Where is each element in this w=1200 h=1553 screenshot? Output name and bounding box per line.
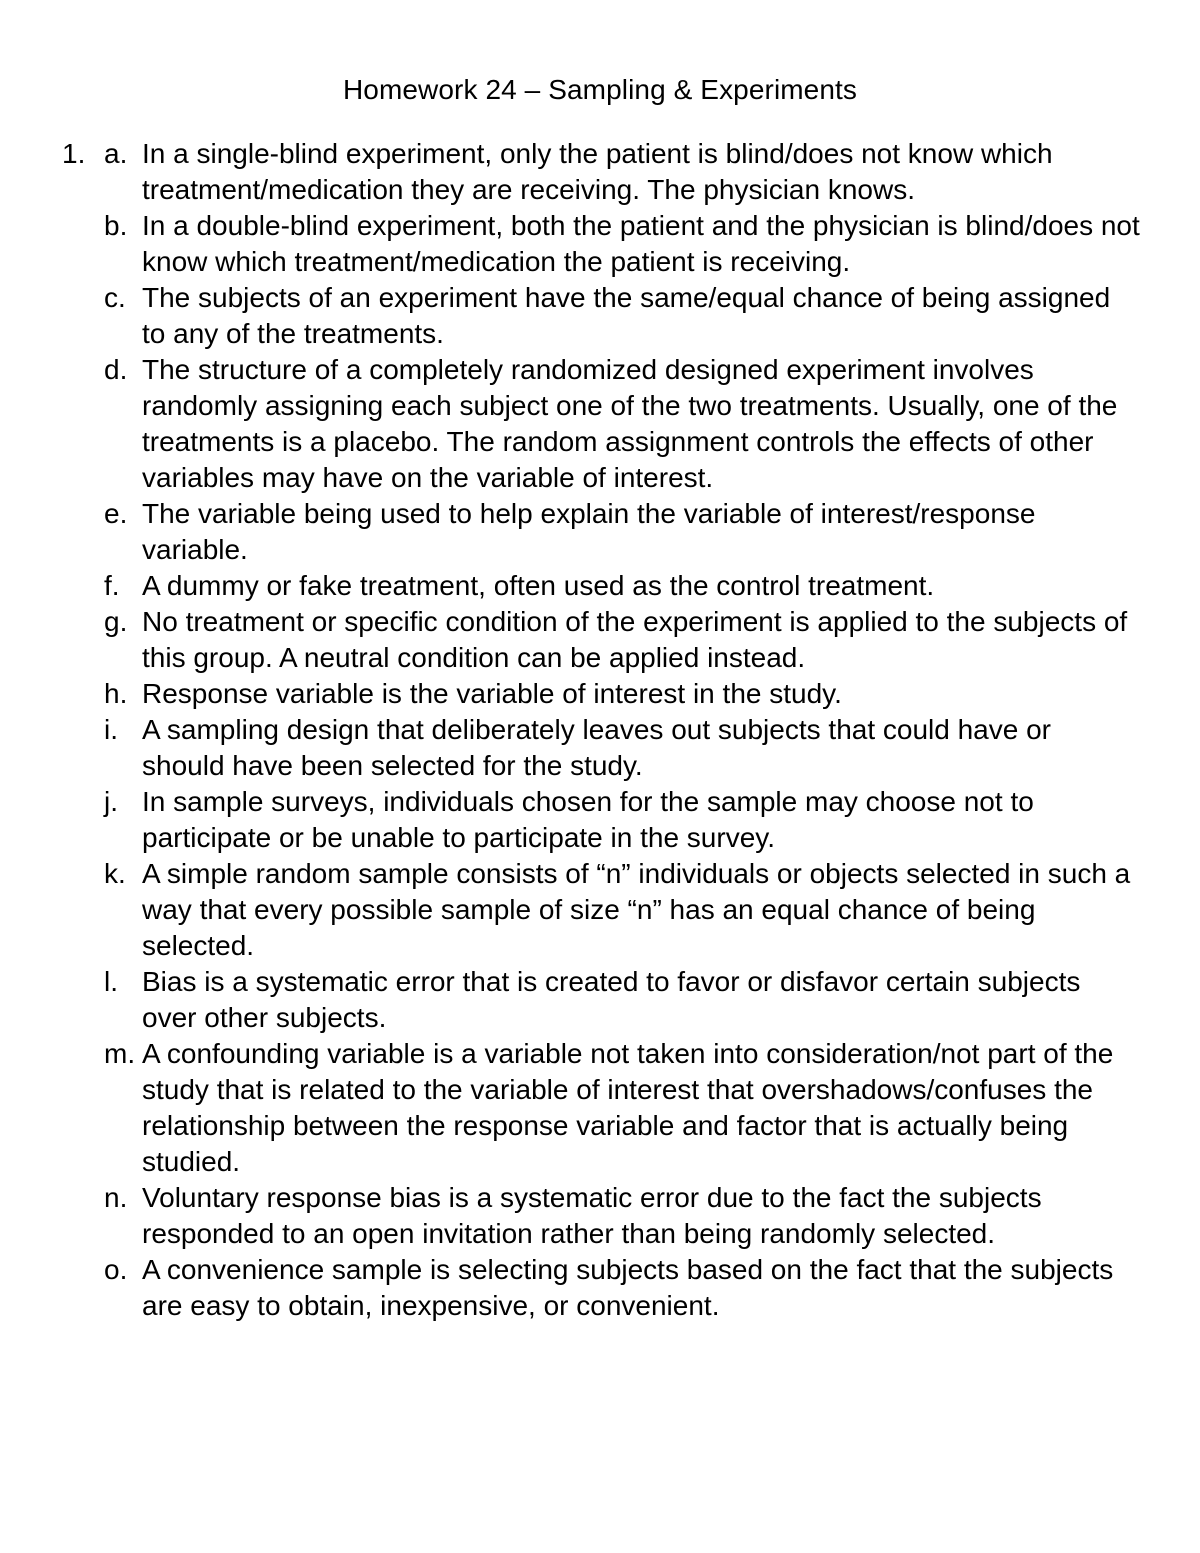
answer-letter: g.: [104, 606, 128, 637]
answer-item-a: [0, 136, 1200, 208]
answer-item-k: [0, 856, 1200, 964]
answer-text: Response variable is the variable of interest in the study.: [142, 678, 842, 709]
answer-text: A confounding variable is a variable not taken into consideration/not part of the study that is related to the variable of interest that overshadows/confuses the relationship between the response variable and factor that is actually being studied.: [142, 1038, 1114, 1177]
question-number: 1.: [62, 138, 86, 169]
answer-text: In a single-blind experiment, only the patient is blind/does not know which treatment/medication they are receiving. The physician knows.: [142, 138, 1053, 205]
answer-text: In sample surveys, individuals chosen for the sample may choose not to participate or be unable to participate in the survey.: [142, 786, 1034, 853]
answer-text: The structure of a completely randomized designed experiment involves randomly assigning each subject one of the two treatments. Usually, one of the treatments is a placebo. The random assignment controls the effects of other variables may have on the variable of interest.: [142, 354, 1118, 493]
answer-item-o: [0, 1252, 1200, 1324]
answer-item-g: [0, 604, 1200, 676]
answer-item-m: [0, 1036, 1200, 1180]
answer-letter: o.: [104, 1254, 128, 1285]
answer-item-f: [0, 568, 1200, 604]
answer-text: A simple random sample consists of “n” individuals or objects selected in such a way that every possible sample of size “n” has an equal chance of being selected.: [142, 858, 1131, 961]
answer-item-e: [0, 496, 1200, 568]
answer-text: Bias is a systematic error that is created to favor or disfavor certain subjects over other subjects.: [142, 966, 1081, 1033]
answer-item-d: [0, 352, 1200, 496]
answer-text: In a double-blind experiment, both the patient and the physician is blind/does not know which treatment/medication the patient is receiving.: [142, 210, 1140, 277]
answer-letter: c.: [104, 282, 126, 313]
answer-item-h: [0, 676, 1200, 712]
answer-text: The variable being used to help explain the variable of interest/response variable.: [142, 498, 1036, 565]
answer-item-b: [0, 208, 1200, 280]
answer-letter: l.: [104, 966, 118, 997]
answer-letter: k.: [104, 858, 126, 889]
answer-letter: f.: [104, 570, 120, 601]
answer-text: No treatment or specific condition of the experiment is applied to the subjects of this group. A neutral condition can be applied instead.: [142, 606, 1128, 673]
answer-letter: a.: [104, 138, 128, 169]
answer-item-i: [0, 712, 1200, 784]
answer-letter: b.: [104, 210, 128, 241]
answer-text: The subjects of an experiment have the same/equal chance of being assigned to any of the treatments.: [142, 282, 1111, 349]
answer-letter: m.: [104, 1038, 136, 1069]
answer-list: [0, 136, 1200, 1324]
answer-item-l: [0, 964, 1200, 1036]
answer-item-c: [0, 280, 1200, 352]
answer-item-n: [0, 1180, 1200, 1252]
answer-letter: i.: [104, 714, 118, 745]
page-title: Homework 24 – Sampling & Experiments: [342, 74, 858, 105]
answer-item-j: [0, 784, 1200, 856]
answer-text: A convenience sample is selecting subjects based on the fact that the subjects are easy to obtain, inexpensive, or convenient.: [142, 1254, 1114, 1321]
answer-text: A dummy or fake treatment, often used as the control treatment.: [142, 570, 935, 601]
answer-letter: d.: [104, 354, 128, 385]
answer-text: A sampling design that deliberately leaves out subjects that could have or should have been selected for the study.: [142, 714, 1052, 781]
answer-letter: n.: [104, 1182, 128, 1213]
answer-text: Voluntary response bias is a systematic error due to the fact the subjects responded to an open invitation rather than being randomly selected.: [142, 1182, 1042, 1249]
answer-letter: j.: [104, 786, 118, 817]
answer-letter: h.: [104, 678, 128, 709]
answer-letter: e.: [104, 498, 128, 529]
